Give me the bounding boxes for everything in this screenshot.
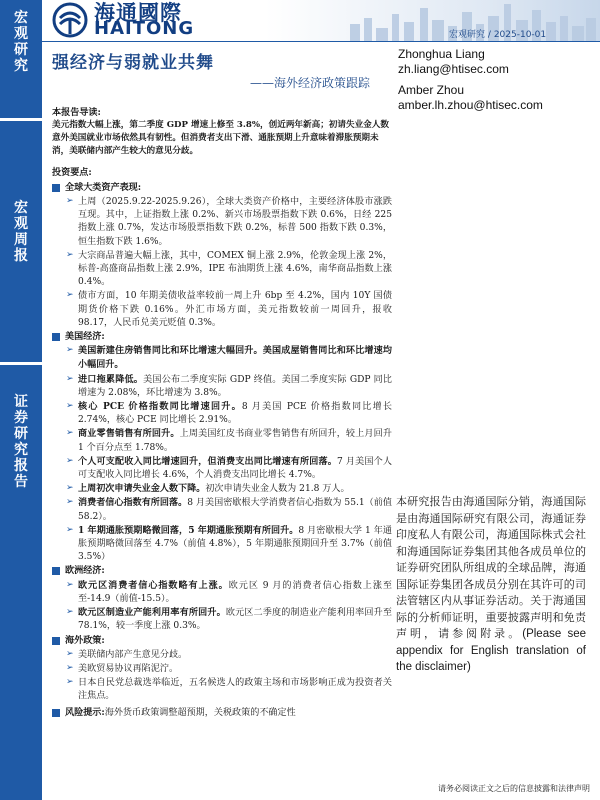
guide-text: 美元指数大幅上涨，第二季度 GDP 增速上修至 3.8%，创近两年新高；初请失业金人数意外美国就业市场依然具有韧性。但消费者支出下滑、通胀预期上升意味着滞胀预期未消，美联储内部产生较大的意见分歧。 — [52, 120, 389, 156]
bullet-text: 上周美国红皮书商业零售销售有所回升，较上月回升 1 个百分点至 1.78%。 — [78, 429, 392, 453]
points-heading: 投资要点: — [52, 166, 92, 178]
sidebar-char: 研 — [14, 426, 28, 442]
arrow-bullet-icon: ➢ — [66, 662, 74, 673]
bullet-text: 初次申请失业金人数为 21.8 万人。 — [205, 484, 350, 495]
bullet-item — [65, 344, 392, 372]
bullet-bold-lead: 消费者信心指数有所回落。 — [78, 497, 188, 509]
arrow-bullet-icon: ➢ — [66, 524, 74, 535]
arrow-bullet-icon: ➢ — [66, 428, 74, 439]
section-label: 全球大类资产表现: — [65, 181, 142, 193]
bullet-item — [65, 289, 392, 330]
author-1-email[interactable]: zh.liang@htisec.com — [398, 62, 509, 76]
arrow-bullet-icon: ➢ — [66, 579, 74, 590]
risk-label: 风险提示: — [65, 706, 105, 718]
sidebar-label-macro-weekly — [0, 200, 42, 264]
sidebar-char: 究 — [14, 58, 28, 74]
sidebar-char: 观 — [14, 216, 28, 232]
arrow-bullet-icon: ➢ — [66, 373, 74, 384]
section-item — [52, 330, 392, 564]
header-divider — [42, 41, 600, 42]
header-meta — [449, 27, 546, 40]
sidebar-divider — [0, 118, 42, 121]
square-bullet-icon — [52, 184, 60, 192]
section-label: 海外政策: — [65, 634, 105, 646]
report-title: 强经济与弱就业共舞 — [52, 53, 214, 73]
bullet-item — [65, 195, 392, 249]
bullet-item — [65, 648, 392, 662]
bullet-item — [65, 400, 392, 427]
investment-points-list — [52, 181, 392, 704]
sidebar-char: 宏 — [14, 10, 28, 26]
sidebar-char: 研 — [14, 42, 28, 58]
bullet-item — [65, 662, 392, 676]
square-bullet-icon — [52, 333, 60, 341]
arrow-bullet-icon: ➢ — [66, 196, 74, 206]
arrow-bullet-icon: ➢ — [66, 483, 74, 494]
sidebar-label-securities-report — [0, 394, 42, 490]
bullet-text: 8 月密歇根大学 1 年通胀预期略微回落至 4.7%（前值 4.8%），5 年期通胀预期回升至 3.7%（前值 3.5%） — [78, 525, 392, 563]
bullet-text: 日本自民党总裁选举临近，五名候选人的政策主场和市场影响正成为投资者关注焦点。 — [78, 678, 392, 702]
sidebar-char: 告 — [14, 474, 28, 490]
bullet-bold-lead: 上周初次申请失业金人数下降。 — [78, 483, 206, 495]
bullet-text: 欧元区二季度的制造业产能利用率回升至 78.1%，较一季度上涨 0.3%。 — [78, 608, 392, 632]
bullet-text: 8 月美国 PCE 价格指数同比增长 2.74%，核心 PCE 同比增长 2.91%。 — [78, 402, 392, 426]
bullet-text: 美国公布二季度实际 GDP 终值。美国二季度实际 GDP 同比增速为 2.08%，环比增速为 3.8%。 — [78, 374, 392, 398]
section-bullet-list — [65, 648, 392, 704]
section-label: 美国经济: — [65, 331, 105, 343]
bullet-item — [65, 482, 392, 496]
author-2-name: Amber Zhou — [398, 83, 465, 97]
arrow-bullet-icon: ➢ — [66, 455, 74, 466]
arrow-bullet-icon: ➢ — [66, 290, 74, 301]
sidebar-char: 报 — [14, 248, 28, 264]
section-item — [52, 181, 392, 330]
report-category: 宏观研究 — [449, 30, 486, 40]
sidebar-char: 证 — [14, 394, 28, 410]
disclaimer-cn: 本研究报告由海通国际分销，海通国际是由海通国际研究有限公司，海通证券印度私人有限公司，海通国际株式会社和海通国际证券集团其他各成员单位的证券研究团队所组成的全球品牌，海通国际证券集团各成员分别在其许可的司法管辖区内从事证券活动。关于海通国际的分析师证明，重要披露声明和免责声明，请参阅附录。 — [396, 495, 586, 640]
bullet-text: 欧元区 9 月的消费者信心指数上涨至至-14.9（前值-15.5）。 — [78, 580, 392, 604]
author-1-name: Zhonghua Liang — [398, 47, 485, 61]
bullet-item — [65, 524, 392, 565]
section-bullet-list — [65, 579, 392, 634]
left-sidebar — [0, 0, 42, 800]
bullet-item — [65, 427, 392, 454]
bullet-text: 上周（2025.9.22-2025.9.26），全球大类资产价格中，主要经济体股市涨跌互现。其中，上证指数上涨 0.2%、新兴市场股票指数下跌 0.6%，日经 225 指数上涨 0.7%，发达市场股票指数下跌 0.2%，标普 500 指数下跌 0.3%，恒生指数下跌 1.6%。 — [78, 197, 392, 247]
bullet-bold-lead: 欧元区消费者信心指数略有上涨。 — [78, 579, 229, 591]
section-item — [52, 634, 392, 704]
disclaimer-block — [396, 494, 586, 676]
square-bullet-icon — [52, 709, 60, 717]
bullet-bold-lead: 商业零售销售有所回升。 — [78, 428, 180, 440]
bullet-item — [65, 676, 392, 703]
section-item — [52, 564, 392, 633]
section-bullet-list — [65, 195, 392, 330]
bullet-item — [65, 455, 392, 482]
bullet-text: 美欧贸易协议再陷泥泞。 — [78, 663, 179, 674]
sidebar-char: 报 — [14, 458, 28, 474]
bullet-text: 大宗商品普遍大幅上涨，其中，COMEX 铜上涨 2.9%，伦敦金现上涨 2%，标普-高盛商品指数上涨 2.9%，IPE 布油期货上涨 4.6%，南华商品指数上涨 0.4%。 — [78, 250, 392, 288]
bullet-text: 7 月美国个人可支配收入同比增长 4.6%，个人消费支出同比增长 4.7%。 — [78, 456, 392, 481]
bullet-item — [65, 496, 392, 523]
sidebar-char: 周 — [14, 232, 28, 248]
bullet-bold-lead: 美国新建住房销售同比和环比增速大幅回升。美国成屋销售同比和环比增速均小幅回升。 — [78, 345, 392, 371]
bullet-text: 8 月美国密歇根大学消费者信心指数为 55.1（前值 58.2）。 — [78, 498, 392, 522]
bullet-text: 债市方面，10 年期美债收益率较前一周上升 6bp 至 4.2%，国内 10Y 国债期货价格下跌 0.16%。外汇市场方面，美元指数较前一周回升，报收 98.17，人民币兑美元贬值 0.3%。 — [78, 291, 392, 328]
haitong-logo-mark-icon — [52, 2, 88, 38]
bullet-bold-lead: 核心 PCE 价格指数同比增速回升。 — [78, 401, 242, 413]
arrow-bullet-icon: ➢ — [66, 648, 74, 659]
haitong-logo — [52, 0, 242, 42]
sidebar-divider — [0, 362, 42, 365]
logo-english-text: HAITONG — [94, 18, 195, 39]
bullet-bold-lead: 进口拖累降低。 — [78, 373, 144, 385]
bullet-item — [65, 249, 392, 290]
section-bullet-list — [65, 344, 392, 564]
square-bullet-icon — [52, 637, 60, 645]
author-2-email[interactable]: amber.lh.zhou@htisec.com — [398, 98, 543, 112]
bullet-bold-lead: 欧元区制造业产能利用率有所回升。 — [78, 607, 226, 619]
logo-chinese-text: 海通國際 — [94, 1, 182, 25]
report-date: 2025-10-01 — [493, 30, 547, 40]
risk-text: 海外货币政策调整超预期，关税政策的不确定性 — [104, 707, 296, 718]
arrow-bullet-icon: ➢ — [66, 401, 74, 412]
arrow-bullet-icon: ➢ — [66, 677, 74, 688]
footer-notice: 请务必阅读正文之后的信息披露和法律声明 — [438, 784, 590, 793]
bullet-bold-lead: 个人可支配收入同比增速回升，但消费支出同比增速有所回落。 — [78, 455, 338, 467]
section-label: 欧洲经济: — [65, 565, 105, 577]
risk-warning — [52, 706, 392, 720]
bullet-item — [65, 606, 392, 633]
arrow-bullet-icon: ➢ — [66, 249, 74, 260]
arrow-bullet-icon: ➢ — [66, 607, 74, 618]
bullet-item — [65, 579, 392, 606]
sidebar-char: 究 — [14, 442, 28, 458]
disclaimer-en: (Please see appendix for English translation of the disclaimer) — [396, 628, 587, 673]
main-content — [52, 104, 392, 720]
bullet-item — [65, 373, 392, 400]
bullet-bold-lead: 1 年期通胀预期略微回落，5 年期通胀预期有所回升。 — [78, 524, 299, 536]
bullet-text: 美联储内部产生意见分歧。 — [78, 649, 188, 660]
meta-separator: / — [487, 30, 491, 40]
sidebar-char: 宏 — [14, 200, 28, 216]
sidebar-char: 观 — [14, 26, 28, 42]
arrow-bullet-icon: ➢ — [66, 345, 74, 356]
report-subtitle: ——海外经济政策跟踪 — [250, 76, 371, 90]
arrow-bullet-icon: ➢ — [66, 497, 74, 508]
sidebar-label-macro-research — [0, 10, 42, 74]
guide-heading: 本报告导读: — [52, 107, 101, 118]
square-bullet-icon — [52, 567, 60, 575]
sidebar-char: 券 — [14, 410, 28, 426]
